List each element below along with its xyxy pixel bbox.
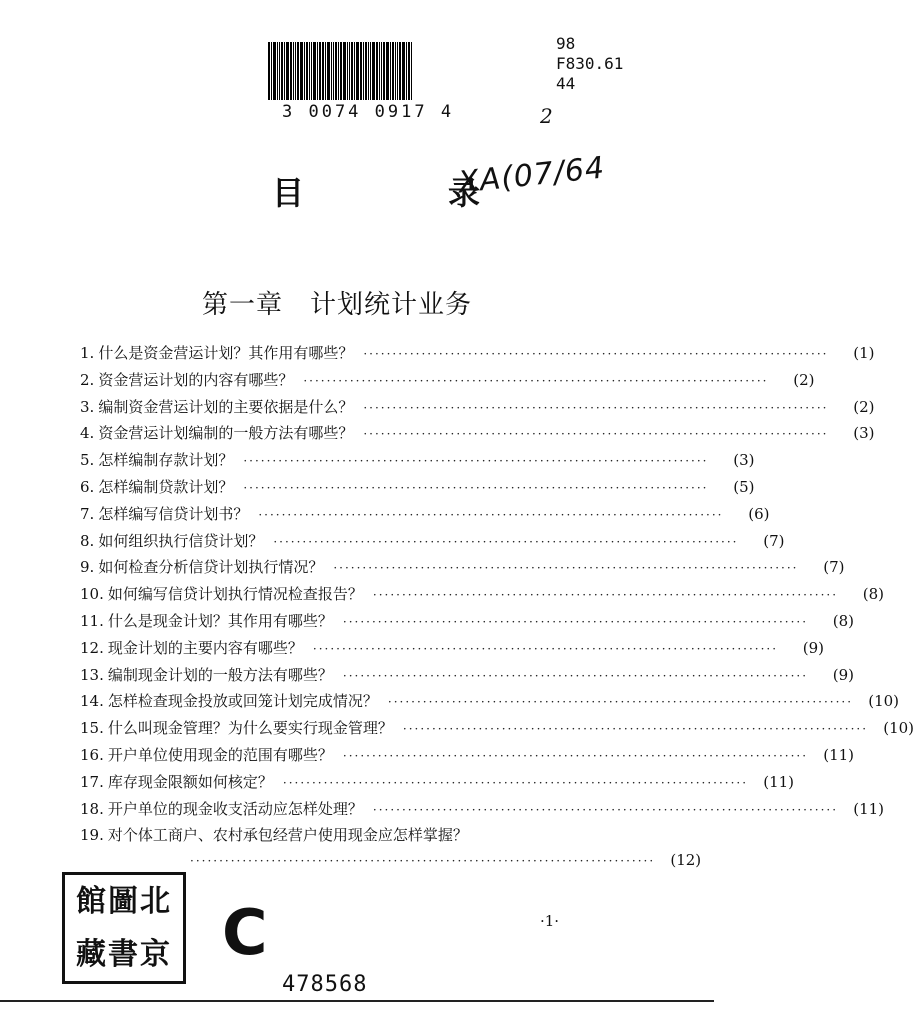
toc-entry [80, 583, 885, 610]
toc-leader-dots: ················································································ [372, 588, 839, 603]
toc-leader-dots: ················································································ [402, 722, 869, 737]
toc-entry-title: 什么是现金计划？其作用有哪些？ [107, 611, 333, 630]
toc-entry-page: (10) [868, 692, 900, 711]
toc-entry-number: 14. [80, 692, 104, 711]
toc-leader-dots: ················································································ [342, 668, 809, 683]
barcode-bar [411, 42, 412, 100]
toc-entry-page: (3) [733, 451, 755, 470]
toc-entry-number: 1. [80, 344, 95, 362]
toc-entry-page: (7) [823, 558, 845, 577]
toc-leader-dots: ················································································ [273, 534, 739, 549]
toc-entry-title: 怎样编制贷款计划？ [98, 477, 234, 496]
toc-entry-page: (3) [853, 424, 875, 443]
toc-entry-title: 对个体工商户、农村承包经营户使用现金应怎样掌握？ [107, 826, 468, 845]
stamp-line: 藏書京 [76, 936, 172, 972]
toc-entry [80, 422, 875, 449]
barcode-bar [402, 42, 405, 100]
barcode-bar [335, 42, 337, 100]
toc-entry [80, 342, 875, 369]
barcode-bar [392, 42, 394, 100]
toc-entry [80, 824, 600, 851]
toc-entry-number: 8. [80, 531, 95, 550]
toc-leader-dots: ················································································ [342, 614, 809, 629]
toc-entry [80, 530, 785, 557]
toc-entry-page: (6) [748, 504, 770, 523]
barcode-bar [322, 42, 324, 100]
toc-entry-number: 15. [80, 719, 104, 738]
stamp-line: 館圖北 [76, 883, 172, 919]
toc-entry-title: 如何检查分析信贷计划执行情况？ [98, 558, 324, 577]
toc-leader-dots: ················································································ [282, 775, 749, 790]
barcode-bar [333, 42, 334, 100]
toc-leader-dots: ················································································ [363, 427, 829, 442]
toc-entry-page: (11) [853, 799, 885, 818]
toc-entry-number: 2. [80, 370, 95, 389]
table-of-contents [80, 342, 914, 878]
barcode-bar [386, 42, 389, 100]
barcode-bar [376, 42, 378, 100]
toc-entry-number: 3. [80, 397, 95, 416]
toc-entry-number: 17. [80, 772, 104, 791]
barcode-bar [397, 42, 398, 100]
barcode-bar [340, 42, 342, 100]
barcode-bar [268, 42, 270, 100]
toc-entry-title: 资金营运计划编制的一般方法有哪些？ [98, 424, 354, 443]
toc-entry-title: 怎样检查现金投放或回笼计划完成情况？ [107, 692, 378, 711]
barcode-bar [399, 42, 401, 100]
barcode-bar [317, 42, 318, 100]
toc-entry-page: (2) [853, 397, 875, 416]
toc-entry-number: 12. [80, 638, 104, 657]
toc-entry-number: 13. [80, 665, 104, 684]
barcode-bar [311, 42, 312, 100]
toc-entry-title: 开户单位使用现金的范围有哪些？ [107, 745, 333, 764]
toc-entry-number: 6. [80, 477, 95, 496]
toc-entry-page: (9) [802, 638, 825, 657]
toc-entry-page: (1) [853, 344, 875, 362]
toc-entry-title: 如何编写信贷计划执行情况检查报告？ [107, 585, 363, 604]
toc-leader-dots: ················································································ [243, 454, 709, 469]
toc-leader-dots: ················································································ [303, 373, 769, 388]
barcode-bar [325, 42, 326, 100]
handwritten-mark: 2 [540, 104, 553, 128]
barcode-label [268, 42, 458, 122]
accession-number: 478568 [282, 972, 368, 997]
toc-leader-dots: ················································································ [363, 400, 829, 415]
barcode-bar [304, 42, 305, 100]
toc-entry-page: (7) [763, 531, 785, 550]
toc-entry [80, 771, 795, 798]
barcode-bar [365, 42, 367, 100]
toc-entry-page: (8) [832, 611, 855, 630]
call-number-line: 98 [556, 34, 576, 53]
toc-entry-title: 编制现金计划的一般方法有哪些？ [107, 665, 333, 684]
barcode-bar [331, 42, 332, 100]
barcode-bar [408, 42, 410, 100]
toc-leader-dots: ················································································ [243, 480, 709, 495]
toc-entry [80, 717, 914, 744]
barcode-bar [271, 42, 272, 100]
toc-entry [80, 744, 855, 771]
barcode-bar [286, 42, 289, 100]
toc-entry-number: 9. [80, 558, 95, 577]
toc-entry-number: 11. [80, 611, 104, 630]
barcode-bar [277, 42, 278, 100]
barcode-image [268, 42, 458, 100]
barcode-bar [309, 42, 310, 100]
page-number: ·1· [540, 912, 560, 930]
toc-entry [80, 396, 875, 423]
toc-entry-title: 现金计划的主要内容有哪些？ [107, 638, 303, 657]
barcode-bar [354, 42, 355, 100]
call-number-line: 44 [556, 74, 576, 93]
barcode-bar [295, 42, 296, 100]
toc-entry [80, 637, 825, 664]
toc-leader-dots: ················································································ [372, 802, 839, 817]
barcode-bar [306, 42, 308, 100]
barcode-bar [293, 42, 294, 100]
toc-leader-dots: ················································································ [258, 507, 724, 522]
barcode-bar [351, 42, 353, 100]
toc-entry [80, 369, 815, 396]
barcode-bar [347, 42, 348, 100]
toc-entry-title: 资金营运计划的内容有哪些？ [98, 370, 294, 389]
barcode-bar [406, 42, 407, 100]
barcode-bar [383, 42, 385, 100]
barcode-bar [349, 42, 350, 100]
toc-entry-title: 开户单位的现金收支活动应怎样处理？ [107, 799, 363, 818]
toc-leader-dots: ················································································ [312, 641, 779, 656]
toc-leader-dots: ················································································ [342, 748, 809, 763]
chapter-title: 第一章 计划统计业务 [202, 290, 473, 320]
handwritten-letter: C [222, 896, 268, 969]
toc-entry [80, 690, 900, 717]
toc-entry-page: (9) [832, 665, 855, 684]
call-number [556, 34, 623, 94]
toc-entry-title: 什么叫现金管理？为什么要实行现金管理？ [107, 719, 393, 738]
toc-leader-dots: ················································································ [190, 854, 656, 869]
barcode-bar [279, 42, 280, 100]
barcode-bar [368, 42, 369, 100]
barcode-bar [297, 42, 299, 100]
toc-entry-title: 怎样编制存款计划？ [98, 451, 234, 470]
toc-entry-page: (8) [862, 585, 885, 604]
toc-entry-page: (11) [823, 745, 855, 764]
barcode-bar [338, 42, 339, 100]
bottom-rule [0, 1000, 714, 1002]
barcode-bar [319, 42, 321, 100]
toc-entry-title: 如何组织执行信贷计划？ [98, 531, 264, 550]
barcode-bar [395, 42, 396, 100]
toc-entry-page: (5) [733, 477, 755, 496]
toc-entry-page: (2) [793, 370, 815, 389]
barcode-bar [284, 42, 285, 100]
toc-entry-page: (12) [670, 851, 702, 870]
toc-leader-dots: ················································································ [363, 347, 829, 361]
toc-entry-number: 16. [80, 745, 104, 764]
toc-entry-number: 5. [80, 451, 95, 470]
toc-entry-number: 18. [80, 799, 104, 818]
toc-entry-number: 7. [80, 504, 95, 523]
toc-leader-dots: ················································································ [387, 695, 854, 710]
barcode-bar [381, 42, 382, 100]
handwritten-code: XA(07/64 [456, 150, 607, 201]
toc-entry-page: (11) [763, 772, 795, 791]
page-title: 目 录 [272, 174, 537, 212]
toc-entry-number: 19. [80, 826, 104, 845]
toc-entry [80, 449, 755, 476]
barcode-bar [343, 42, 346, 100]
barcode-bar [360, 42, 362, 100]
toc-entry [80, 664, 855, 691]
barcode-number: 3 0074 0917 4 [282, 102, 455, 122]
toc-entry [80, 503, 770, 530]
barcode-bar [370, 42, 371, 100]
barcode-bar [372, 42, 375, 100]
toc-entry [80, 798, 885, 825]
toc-entry-title: 什么是资金营运计划？其作用有哪些？ [98, 344, 354, 362]
toc-entry [80, 556, 845, 583]
toc-entry-page: (10) [883, 719, 914, 738]
toc-entry-title: 编制资金营运计划的主要依据是什么？ [98, 397, 354, 416]
toc-entry-title: 库存现金限额如何核定？ [107, 772, 273, 791]
toc-entry [80, 476, 755, 503]
barcode-bar [379, 42, 380, 100]
barcode-bar [390, 42, 391, 100]
barcode-bar [273, 42, 276, 100]
toc-leader-dots: ················································································ [333, 561, 799, 576]
barcode-bar [281, 42, 283, 100]
barcode-bar [300, 42, 303, 100]
call-number-line: F830.61 [556, 54, 624, 73]
barcode-bar [290, 42, 292, 100]
barcode-bar [363, 42, 364, 100]
toc-entry-number: 4. [80, 424, 95, 443]
barcode-bar [313, 42, 316, 100]
barcode-bar [327, 42, 330, 100]
toc-entry [80, 610, 855, 637]
toc-entry-title: 怎样编写信贷计划书？ [98, 504, 249, 523]
barcode-bar [356, 42, 359, 100]
toc-entry-number: 10. [80, 585, 104, 604]
library-stamp [62, 872, 186, 984]
